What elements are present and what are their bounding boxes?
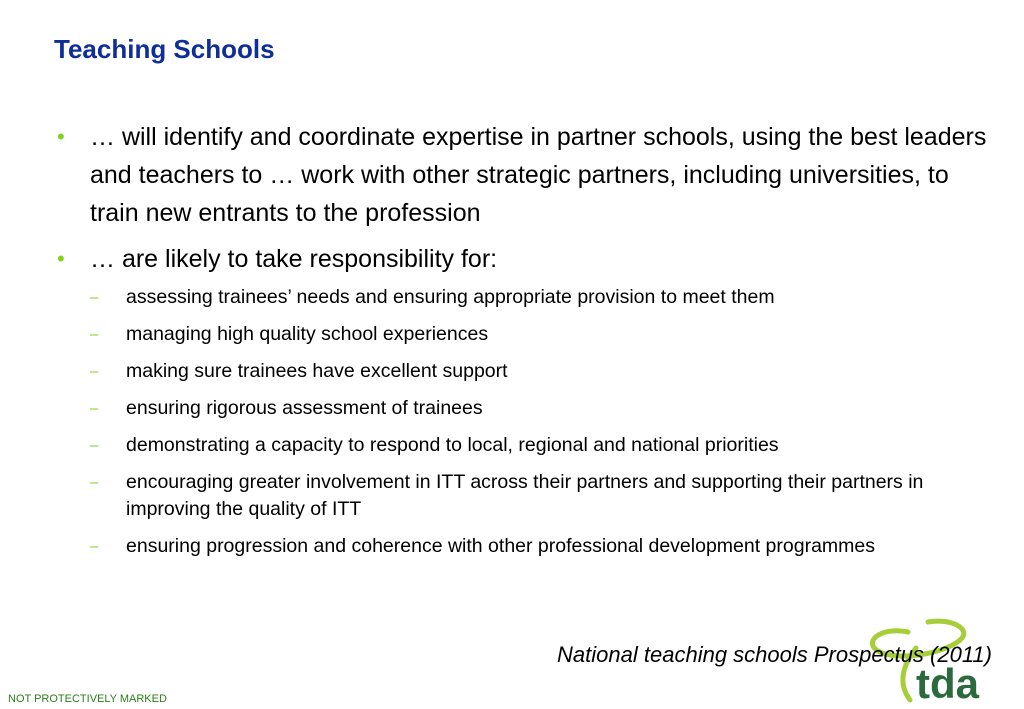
citation: National teaching schools Prospectus (2011)	[557, 642, 992, 667]
sub-bullet-item	[90, 432, 1004, 459]
logo-wordmark: tda	[916, 660, 979, 704]
sub-bullet-marker: –	[90, 363, 99, 380]
sub-bullet-marker: –	[90, 326, 99, 343]
sub-bullet-item	[90, 321, 1004, 348]
sub-bullet-item	[90, 469, 1004, 523]
sub-bullet-item	[90, 395, 1004, 422]
sub-bullet-item	[90, 358, 1004, 385]
sub-bullet-text: ensuring rigorous assessment of trainees	[126, 397, 483, 419]
sub-bullet-marker: –	[90, 289, 99, 306]
sub-bullet-marker: –	[90, 400, 99, 417]
sub-bullet-item	[90, 533, 1004, 560]
slide-title: Teaching Schools	[54, 34, 275, 64]
sub-bullet-text: demonstrating a capacity to respond to local, regional and national priorities	[126, 434, 779, 456]
sub-bullet-text: managing high quality school experiences	[126, 323, 489, 345]
protective-marking: NOT PROTECTIVELY MARKED	[8, 693, 167, 705]
sub-bullet-text: assessing trainees’ needs and ensuring appropriate provision to meet them	[126, 286, 775, 308]
bullet-item	[54, 240, 1004, 560]
bullet-text: … are likely to take responsibility for:	[90, 245, 498, 273]
bullet-text: … will identify and coordinate expertise in partner schools, using the best leaders and teachers to … work with other strategic partners, including universities, to train new entrants to the profession	[90, 123, 987, 227]
bullet-list	[54, 118, 1004, 570]
sub-bullet-text: ensuring progression and coherence with other professional development programmes	[126, 535, 876, 557]
sub-bullet-marker: –	[90, 474, 99, 491]
bullet-item	[54, 118, 1004, 232]
bullet-marker: •	[57, 124, 65, 149]
sub-bullet-text: making sure trainees have excellent support	[126, 360, 508, 382]
sub-bullet-text: encouraging greater involvement in ITT across their partners and supporting their partners in improving the quality of ITT	[126, 471, 924, 520]
sub-bullet-marker: –	[90, 538, 99, 555]
sub-bullet-item	[90, 284, 1004, 311]
sub-bullet-marker: –	[90, 437, 99, 454]
sub-bullet-list	[90, 284, 1004, 560]
bullet-marker: •	[57, 246, 65, 271]
